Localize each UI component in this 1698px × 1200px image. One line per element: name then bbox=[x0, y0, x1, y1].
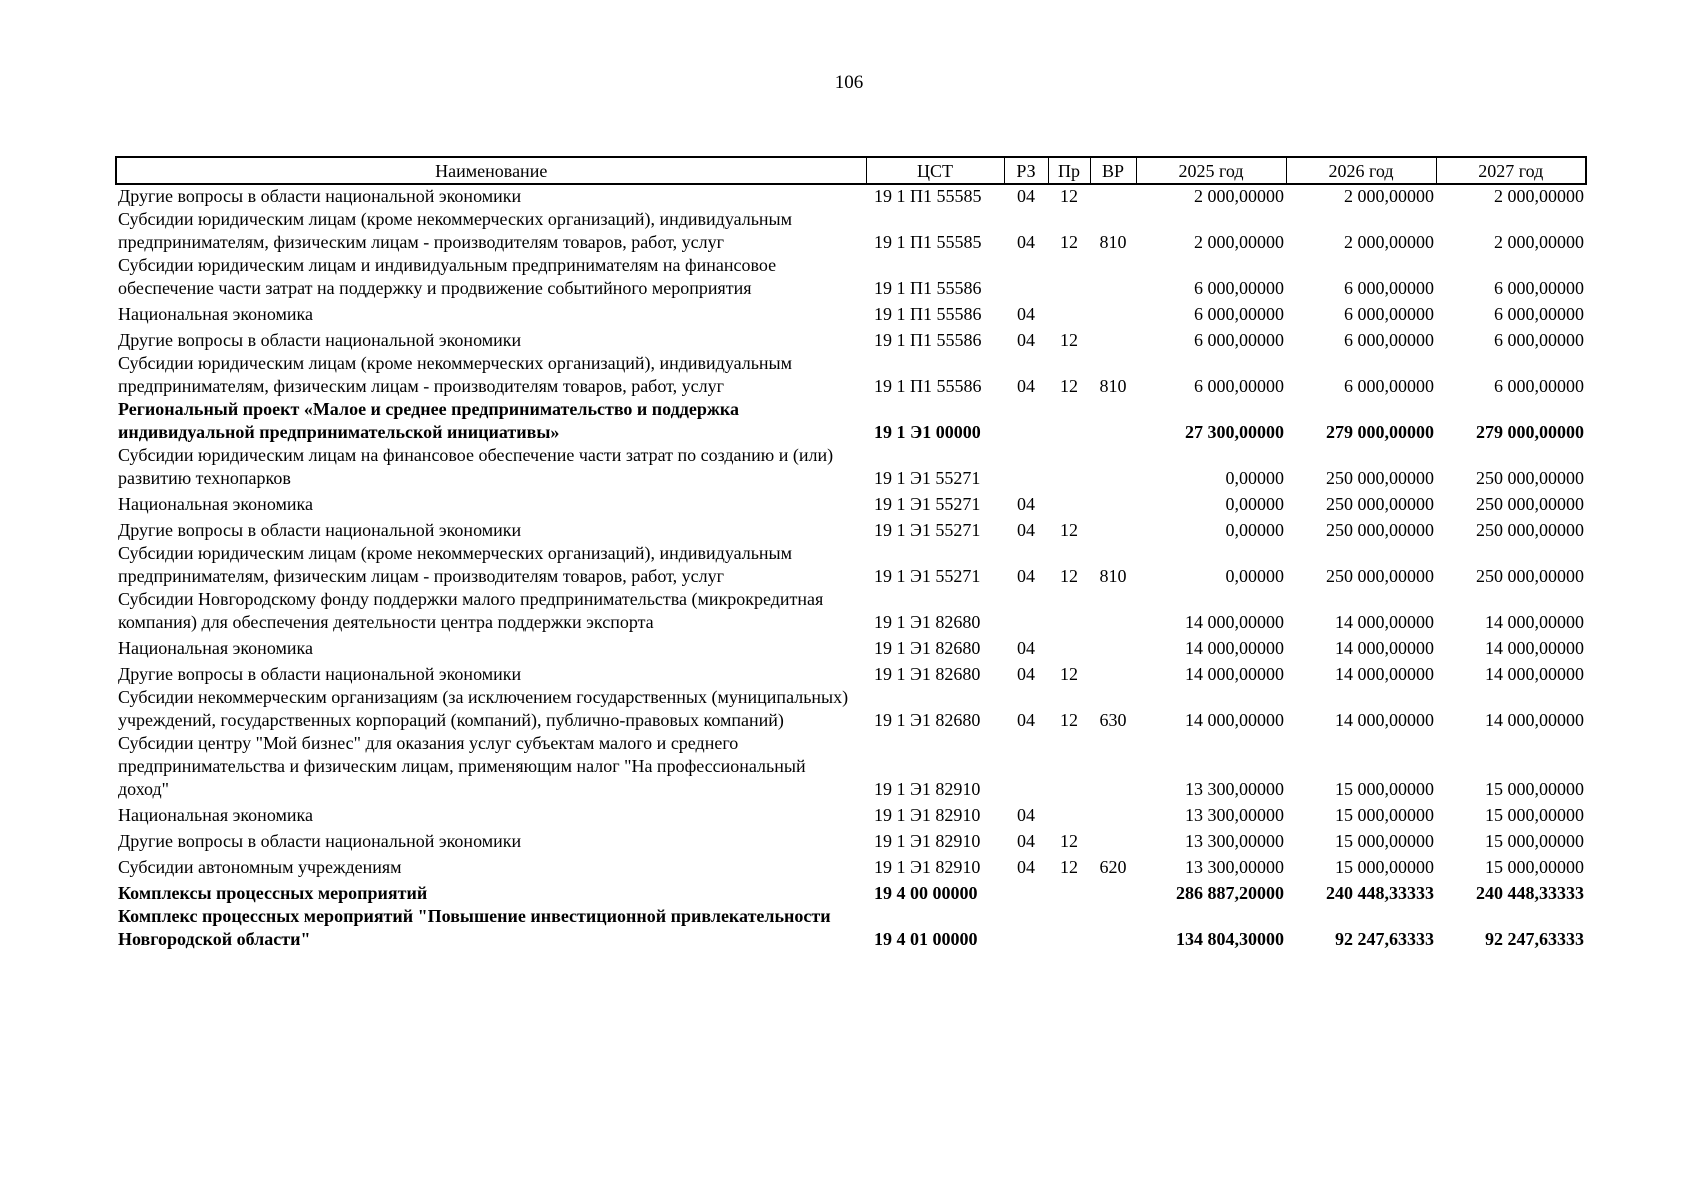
budget-table bbox=[115, 156, 1587, 951]
row-cst: 19 1 П1 55586 bbox=[874, 330, 982, 350]
row-vr bbox=[1090, 444, 1136, 490]
table-row bbox=[116, 542, 1586, 588]
row-cst: 19 1 П1 55586 bbox=[874, 304, 982, 324]
row-pr bbox=[1048, 254, 1090, 300]
row-name: Другие вопросы в области национальной экономики bbox=[118, 186, 522, 206]
row-2026: 250 000,00000 bbox=[1326, 468, 1434, 488]
row-name: Субсидии юридическим лицам на финансовое обеспечение части затрат по созданию и (или) развитию технопарков bbox=[118, 445, 834, 488]
table-row bbox=[116, 634, 1586, 660]
table-row bbox=[116, 184, 1586, 208]
row-rz: 04 bbox=[1017, 520, 1035, 540]
row-2025: 134 804,30000 bbox=[1176, 929, 1284, 949]
row-2026: 2 000,00000 bbox=[1344, 232, 1434, 252]
table-row bbox=[116, 326, 1586, 352]
row-2026: 250 000,00000 bbox=[1326, 566, 1434, 586]
row-vr bbox=[1090, 326, 1136, 352]
row-pr: 12 bbox=[1060, 232, 1078, 252]
row-2026: 6 000,00000 bbox=[1344, 278, 1434, 298]
row-name: Другие вопросы в области национальной экономики bbox=[118, 520, 522, 540]
row-vr bbox=[1090, 254, 1136, 300]
row-pr bbox=[1048, 490, 1090, 516]
row-2026: 14 000,00000 bbox=[1335, 612, 1434, 632]
header-name: Наименование bbox=[116, 157, 866, 184]
row-2025: 2 000,00000 bbox=[1194, 232, 1284, 252]
row-cst: 19 1 Э1 82680 bbox=[874, 612, 981, 632]
row-name: Национальная экономика bbox=[118, 304, 313, 324]
row-pr bbox=[1048, 732, 1090, 801]
row-vr bbox=[1090, 660, 1136, 686]
row-name: Субсидии некоммерческим организациям (за исключением государственных (муниципальных) учреждений, государственных корпораций (компаний), публично-правовых компаний) bbox=[118, 687, 849, 730]
row-cst: 19 1 Э1 00000 bbox=[874, 422, 981, 442]
row-2025: 13 300,00000 bbox=[1185, 857, 1284, 877]
row-2026: 6 000,00000 bbox=[1344, 304, 1434, 324]
row-2027: 92 247,63333 bbox=[1485, 929, 1584, 949]
row-vr: 810 bbox=[1099, 376, 1127, 396]
row-cst: 19 1 Э1 55271 bbox=[874, 494, 981, 514]
row-rz: 04 bbox=[1017, 232, 1035, 252]
row-rz: 04 bbox=[1017, 376, 1035, 396]
row-name: Национальная экономика bbox=[118, 805, 313, 825]
row-pr: 12 bbox=[1060, 376, 1078, 396]
row-2027: 279 000,00000 bbox=[1476, 422, 1584, 442]
header-cst: ЦСТ bbox=[866, 157, 1004, 184]
row-cst: 19 1 Э1 82680 bbox=[874, 710, 981, 730]
row-pr bbox=[1048, 398, 1090, 444]
row-cst: 19 4 00 00000 bbox=[874, 883, 978, 903]
row-name: Другие вопросы в области национальной экономики bbox=[118, 831, 522, 851]
table-row bbox=[116, 686, 1586, 732]
table-row bbox=[116, 660, 1586, 686]
header-vr: ВР bbox=[1090, 157, 1136, 184]
row-cst: 19 1 Э1 82910 bbox=[874, 831, 981, 851]
row-2027: 6 000,00000 bbox=[1494, 376, 1584, 396]
row-pr bbox=[1048, 879, 1090, 905]
table-row bbox=[116, 444, 1586, 490]
row-pr: 12 bbox=[1060, 520, 1078, 540]
row-vr: 810 bbox=[1099, 232, 1127, 252]
row-2025: 6 000,00000 bbox=[1194, 304, 1284, 324]
row-vr bbox=[1090, 398, 1136, 444]
table-row bbox=[116, 879, 1586, 905]
table-row bbox=[116, 732, 1586, 801]
row-vr bbox=[1090, 827, 1136, 853]
row-2026: 2 000,00000 bbox=[1344, 186, 1434, 206]
table-row bbox=[116, 300, 1586, 326]
table-row bbox=[116, 490, 1586, 516]
row-2027: 2 000,00000 bbox=[1494, 232, 1584, 252]
row-name: Субсидии юридическим лицам и индивидуальным предпринимателям на финансовое обеспечение части затрат на поддержку и продвижение событийного мероприятия bbox=[118, 255, 777, 298]
row-pr: 12 bbox=[1060, 664, 1078, 684]
row-2026: 250 000,00000 bbox=[1326, 520, 1434, 540]
row-2027: 15 000,00000 bbox=[1485, 779, 1584, 799]
row-vr bbox=[1090, 732, 1136, 801]
row-2026: 6 000,00000 bbox=[1344, 376, 1434, 396]
header-2025: 2025 год bbox=[1136, 157, 1286, 184]
row-name: Национальная экономика bbox=[118, 494, 313, 514]
row-2027: 250 000,00000 bbox=[1476, 494, 1584, 514]
row-2025: 14 000,00000 bbox=[1185, 612, 1284, 632]
row-rz bbox=[1004, 732, 1048, 801]
row-cst: 19 1 П1 55586 bbox=[874, 376, 982, 396]
row-vr bbox=[1090, 905, 1136, 951]
row-2025: 0,00000 bbox=[1225, 468, 1284, 488]
row-vr bbox=[1090, 516, 1136, 542]
row-rz: 04 bbox=[1017, 831, 1035, 851]
header-pr: Пр bbox=[1048, 157, 1090, 184]
row-2027: 14 000,00000 bbox=[1485, 612, 1584, 632]
row-2025: 14 000,00000 bbox=[1185, 638, 1284, 658]
row-vr bbox=[1090, 490, 1136, 516]
row-pr: 12 bbox=[1060, 831, 1078, 851]
table-row bbox=[116, 516, 1586, 542]
row-name: Комплексы процессных мероприятий bbox=[118, 883, 428, 903]
row-rz: 04 bbox=[1017, 494, 1035, 514]
row-2025: 286 887,20000 bbox=[1176, 883, 1284, 903]
row-pr: 12 bbox=[1060, 857, 1078, 877]
table-row bbox=[116, 801, 1586, 827]
row-rz: 04 bbox=[1017, 710, 1035, 730]
row-vr bbox=[1090, 184, 1136, 208]
row-2027: 14 000,00000 bbox=[1485, 710, 1584, 730]
row-name: Субсидии юридическим лицам (кроме некоммерческих организаций), индивидуальным предпринимателям, физическим лицам - производителям товаров, работ, услуг bbox=[118, 209, 793, 252]
header-2026: 2026 год bbox=[1286, 157, 1436, 184]
table-row bbox=[116, 853, 1586, 879]
row-name: Региональный проект «Малое и среднее предпринимательство и поддержка индивидуальной предпринимательской инициативы» bbox=[118, 399, 739, 442]
row-2026: 92 247,63333 bbox=[1335, 929, 1434, 949]
row-rz: 04 bbox=[1017, 664, 1035, 684]
row-2025: 14 000,00000 bbox=[1185, 664, 1284, 684]
row-vr: 810 bbox=[1099, 566, 1127, 586]
row-2026: 15 000,00000 bbox=[1335, 805, 1434, 825]
row-rz: 04 bbox=[1017, 566, 1035, 586]
page-number: 106 bbox=[834, 72, 864, 93]
row-vr bbox=[1090, 879, 1136, 905]
row-pr: 12 bbox=[1060, 330, 1078, 350]
row-rz bbox=[1004, 879, 1048, 905]
row-pr bbox=[1048, 300, 1090, 326]
row-pr: 12 bbox=[1060, 186, 1078, 206]
row-cst: 19 1 П1 55586 bbox=[874, 278, 982, 298]
row-cst: 19 1 Э1 82910 bbox=[874, 805, 981, 825]
row-2027: 15 000,00000 bbox=[1485, 805, 1584, 825]
row-2025: 13 300,00000 bbox=[1185, 805, 1284, 825]
row-2027: 6 000,00000 bbox=[1494, 278, 1584, 298]
row-pr bbox=[1048, 801, 1090, 827]
row-2027: 250 000,00000 bbox=[1476, 468, 1584, 488]
row-name: Субсидии юридическим лицам (кроме некоммерческих организаций), индивидуальным предпринимателям, физическим лицам - производителям товаров, работ, услуг bbox=[118, 353, 793, 396]
row-2025: 0,00000 bbox=[1225, 520, 1284, 540]
row-2026: 14 000,00000 bbox=[1335, 710, 1434, 730]
row-2026: 279 000,00000 bbox=[1326, 422, 1434, 442]
row-pr bbox=[1048, 588, 1090, 634]
row-2027: 6 000,00000 bbox=[1494, 304, 1584, 324]
row-2026: 6 000,00000 bbox=[1344, 330, 1434, 350]
row-2027: 2 000,00000 bbox=[1494, 186, 1584, 206]
row-2027: 240 448,33333 bbox=[1476, 883, 1584, 903]
row-rz bbox=[1004, 444, 1048, 490]
row-rz: 04 bbox=[1017, 304, 1035, 324]
row-pr bbox=[1048, 444, 1090, 490]
row-vr bbox=[1090, 588, 1136, 634]
table-row bbox=[116, 208, 1586, 254]
row-name: Комплекс процессных мероприятий "Повышение инвестиционной привлекательности Новгородской области" bbox=[118, 906, 831, 949]
table-row bbox=[116, 827, 1586, 853]
row-2026: 250 000,00000 bbox=[1326, 494, 1434, 514]
row-vr: 620 bbox=[1099, 857, 1127, 877]
row-2025: 6 000,00000 bbox=[1194, 278, 1284, 298]
row-cst: 19 1 Э1 82680 bbox=[874, 638, 981, 658]
row-2027: 14 000,00000 bbox=[1485, 664, 1584, 684]
row-rz bbox=[1004, 905, 1048, 951]
table-row bbox=[116, 588, 1586, 634]
row-2026: 240 448,33333 bbox=[1326, 883, 1434, 903]
row-2027: 250 000,00000 bbox=[1476, 566, 1584, 586]
row-cst: 19 1 П1 55585 bbox=[874, 186, 982, 206]
row-2026: 15 000,00000 bbox=[1335, 857, 1434, 877]
row-2025: 6 000,00000 bbox=[1194, 330, 1284, 350]
row-cst: 19 4 01 00000 bbox=[874, 929, 978, 949]
row-2027: 250 000,00000 bbox=[1476, 520, 1584, 540]
row-name: Другие вопросы в области национальной экономики bbox=[118, 664, 522, 684]
row-cst: 19 1 Э1 55271 bbox=[874, 468, 981, 488]
row-2025: 2 000,00000 bbox=[1194, 186, 1284, 206]
row-name: Другие вопросы в области национальной экономики bbox=[118, 330, 522, 350]
row-vr bbox=[1090, 300, 1136, 326]
row-pr bbox=[1048, 634, 1090, 660]
table-row bbox=[116, 352, 1586, 398]
row-rz: 04 bbox=[1017, 186, 1035, 206]
row-2025: 27 300,00000 bbox=[1185, 422, 1284, 442]
row-cst: 19 1 Э1 82910 bbox=[874, 857, 981, 877]
row-cst: 19 1 Э1 55271 bbox=[874, 566, 981, 586]
table-row bbox=[116, 254, 1586, 300]
table-row bbox=[116, 905, 1586, 951]
row-pr: 12 bbox=[1060, 710, 1078, 730]
row-cst: 19 1 Э1 55271 bbox=[874, 520, 981, 540]
row-pr: 12 bbox=[1060, 566, 1078, 586]
row-name: Субсидии автономным учреждениям bbox=[118, 857, 402, 877]
row-vr: 630 bbox=[1099, 710, 1127, 730]
header-2027: 2027 год bbox=[1436, 157, 1586, 184]
row-name: Субсидии Новгородскому фонду поддержки малого предпринимательства (микрокредитная компания) для обеспечения деятельности центра поддержки экспорта bbox=[118, 589, 824, 632]
row-2025: 0,00000 bbox=[1225, 566, 1284, 586]
row-rz bbox=[1004, 398, 1048, 444]
row-cst: 19 1 Э1 82910 bbox=[874, 779, 981, 799]
row-2025: 13 300,00000 bbox=[1185, 831, 1284, 851]
row-2026: 14 000,00000 bbox=[1335, 664, 1434, 684]
row-2027: 15 000,00000 bbox=[1485, 831, 1584, 851]
row-2025: 6 000,00000 bbox=[1194, 376, 1284, 396]
row-rz: 04 bbox=[1017, 857, 1035, 877]
header-rz: РЗ bbox=[1004, 157, 1048, 184]
table-row bbox=[116, 398, 1586, 444]
row-rz bbox=[1004, 588, 1048, 634]
row-2026: 15 000,00000 bbox=[1335, 831, 1434, 851]
row-2025: 14 000,00000 bbox=[1185, 710, 1284, 730]
row-cst: 19 1 П1 55585 bbox=[874, 232, 982, 252]
row-2027: 14 000,00000 bbox=[1485, 638, 1584, 658]
row-name: Субсидии юридическим лицам (кроме некоммерческих организаций), индивидуальным предпринимателям, физическим лицам - производителям товаров, работ, услуг bbox=[118, 543, 793, 586]
row-2027: 6 000,00000 bbox=[1494, 330, 1584, 350]
row-vr bbox=[1090, 634, 1136, 660]
row-2026: 14 000,00000 bbox=[1335, 638, 1434, 658]
row-cst: 19 1 Э1 82680 bbox=[874, 664, 981, 684]
row-2026: 15 000,00000 bbox=[1335, 779, 1434, 799]
row-pr bbox=[1048, 905, 1090, 951]
row-rz: 04 bbox=[1017, 638, 1035, 658]
row-rz bbox=[1004, 254, 1048, 300]
row-2027: 15 000,00000 bbox=[1485, 857, 1584, 877]
row-rz: 04 bbox=[1017, 330, 1035, 350]
row-rz: 04 bbox=[1017, 805, 1035, 825]
row-2025: 0,00000 bbox=[1225, 494, 1284, 514]
row-vr bbox=[1090, 801, 1136, 827]
row-name: Национальная экономика bbox=[118, 638, 313, 658]
table-header bbox=[116, 157, 1586, 184]
row-name: Субсидии центру "Мой бизнес" для оказания услуг субъектам малого и среднего предпринимательства и физическим лицам, применяющим налог "На профессиональный доход" bbox=[118, 733, 806, 799]
row-2025: 13 300,00000 bbox=[1185, 779, 1284, 799]
